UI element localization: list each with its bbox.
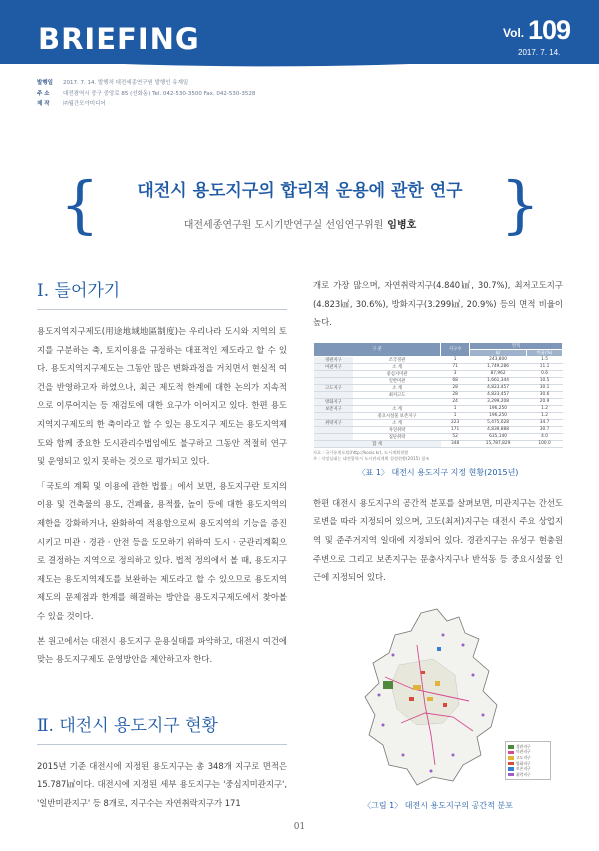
table-cell-group: 미관지구 <box>314 363 354 370</box>
table-cell-count: 3 <box>441 370 470 377</box>
table-cell-ratio: 0.6 <box>527 370 563 377</box>
table-cell-count: 1 <box>441 405 470 412</box>
author-line <box>60 216 540 231</box>
table-1 <box>313 342 563 478</box>
table-row <box>314 419 563 426</box>
table-row <box>314 356 563 363</box>
table-row <box>314 377 563 384</box>
table-cell-area: 196,250 <box>470 412 527 419</box>
table-cell-group: 취락지구 <box>314 419 354 426</box>
right-column <box>313 276 563 811</box>
table-cell-group <box>314 391 354 398</box>
table-row <box>314 405 563 412</box>
section-1-paragraph-1: 용도지역지구제도(用途地域地區制度)는 우리나라 도시와 지역의 토지를 구분하는 축, 토지이용을 규정하는 대표적인 제도라고 할 수 있다. 용도지역지구제도는 그동안 많은 변화과정을 거치면서 현실적 여건을 반영하고자 하였으나, 최근 제도적 한계에 대한 논의가 지속적으로 이루어지는 등 재검토에 대한 요구가 이어지고 있다. 한편 용도지역지구제도의 한 축이라고 할 수 있는 용도지구 제도는 용도지역제도와 함께 중요한 도시관리수법임에도 불구하고 그동안 적절히 연구 및 운영되고 있지 못하는 것으로 평가되고 있다. <box>37 326 287 467</box>
section-2-paragraph-3: 한편 대전시 용도지구의 공간적 분포를 살펴보면, 미관지구는 간선도로변을 따라 지정되어 있으며, 고도(최저)지구는 대전시 주요 상업지역 및 준주거지역 일대에 지정되어 있다. 경관지구는 유성구 현충원 주변으로 그리고 보존지구는 문충사지구나 반석동 등 중요시설물 인근에 지정되어 있다. <box>313 497 563 583</box>
table-cell-group: 경관지구 <box>314 356 354 363</box>
table-cell-subtype: 소 계 <box>353 363 440 370</box>
publication-info <box>37 78 255 110</box>
table-cell-count: 171 <box>441 426 470 433</box>
table-cell-ratio: 1.2 <box>527 405 563 412</box>
table-cell-subtype: 소 계 <box>353 419 440 426</box>
district-table <box>313 342 563 448</box>
table-row <box>314 426 563 433</box>
table-source <box>313 450 563 462</box>
vol-label: Vol. <box>503 26 525 40</box>
legend-item <box>508 772 548 778</box>
map-legend <box>505 741 551 781</box>
table-cell-area: 1,661,344 <box>470 377 527 384</box>
table-cell-group <box>314 377 354 384</box>
table-header-category: 구 분 <box>314 342 441 356</box>
table-cell-group: 고도지구 <box>314 384 354 391</box>
table-cell-subtype: 집단취락 <box>353 433 440 440</box>
table-cell-area: 15,787,829 <box>470 440 527 447</box>
table-cell-ratio: 30.6 <box>527 391 563 398</box>
table-header-count: 지구수 <box>441 342 470 356</box>
table-body <box>314 356 563 447</box>
table-cell-group: 방화지구 <box>314 398 354 405</box>
table-cell-area: 196,250 <box>470 405 527 412</box>
left-column <box>37 276 287 812</box>
pub-info-value: 대전광역시 중구 중앙로 85 (선화동) Tel. 042-530-3500 Fax. 042-530-3528 <box>63 90 256 97</box>
pub-info-row <box>37 78 255 89</box>
table-cell-area: 4,823,457 <box>470 391 527 398</box>
table-row <box>314 412 563 419</box>
legend-swatch-icon <box>508 756 514 760</box>
briefing-logo: BRIEFING <box>38 22 200 56</box>
legend-swatch-icon <box>508 767 514 771</box>
table-row <box>314 391 563 398</box>
section-2-paragraph-1: 2015년 기준 대전시에 지정된 용도지구는 총 348개 지구로 면적은 15.787㎢이다. 대전시에 지정된 세부 용도지구는 '중심지미관지구', '일반미관지구' 등 8개로, 지구수는 자연취락지구가 171 <box>37 760 287 808</box>
table-cell-subtype: 소 계 <box>353 405 440 412</box>
page-number: 01 <box>293 822 306 832</box>
left-brace-icon: { <box>60 168 100 241</box>
legend-swatch-icon <box>508 762 514 766</box>
table-cell-group <box>314 370 354 377</box>
table-cell-count: 71 <box>441 363 470 370</box>
section-rule <box>37 309 287 310</box>
table-cell-count: 348 <box>441 440 470 447</box>
author-affiliation: 대전세종연구원 도시기반연구실 선임연구위원 <box>183 220 384 231</box>
table-cell-subtype: 일반미관 <box>353 377 440 384</box>
figure-caption: 〈그림 1〉 대전시 용도지구의 공간적 분포 <box>363 800 513 810</box>
pub-info-row <box>37 89 255 100</box>
table-cell-area: 87,962 <box>470 370 527 377</box>
table-cell-ratio: 1.5 <box>527 356 563 363</box>
table-cell-area: 243,800 <box>470 356 527 363</box>
district-map <box>313 605 563 795</box>
table-header-ratio: 비율(%) <box>527 349 563 356</box>
legend-label: 방화지구 <box>516 760 531 766</box>
table-row <box>314 384 563 391</box>
section-1-heading: Ⅰ. 들어가기 <box>37 281 121 301</box>
legend-swatch-icon <box>508 751 514 755</box>
table-cell-ratio: 11.1 <box>527 363 563 370</box>
legend-swatch-icon <box>508 745 514 749</box>
table-cell-count: 28 <box>441 391 470 398</box>
table-row <box>314 433 563 440</box>
table-cell-count: 68 <box>441 377 470 384</box>
table-cell-ratio: 1.2 <box>527 412 563 419</box>
table-cell-subtype: 소 계 <box>353 384 440 391</box>
table-cell-group: 보존지구 <box>314 405 354 412</box>
pub-info-row <box>37 99 255 110</box>
table-cell-count: 52 <box>441 433 470 440</box>
table-cell-subtype: 중심지미관 <box>353 370 440 377</box>
table-cell-subtype: 조국경관 <box>353 356 440 363</box>
pub-info-value: ㈜월간모아미디어 <box>63 101 106 107</box>
issue-date: 2017. 7. 14. <box>518 48 561 57</box>
section-1-paragraph-3: 본 원고에서는 대전시 용도지구 운용실태를 파악하고, 대전시 여건에 맞는 용도지구제도 운영방안을 제안하고자 한다. <box>37 635 287 665</box>
table-row <box>314 363 563 370</box>
pub-info-key: 주 소 <box>37 90 50 97</box>
table-cell-count: 1 <box>441 356 470 363</box>
table-cell-ratio: 4.0 <box>527 433 563 440</box>
table-header-area: 면적 <box>470 342 563 349</box>
legend-label: 미관지구 <box>516 749 531 755</box>
table-cell-area: 5,475,028 <box>470 419 527 426</box>
table-cell-area: 4,823,457 <box>470 384 527 391</box>
pub-info-value: 2017. 7. 14. 발행처 대전세종연구원 발행인 유재일 <box>63 80 189 86</box>
table-note-line: 주 : 지정실태는 대전광역시 도시관리계획 결정현황(2015) 참조 <box>313 455 430 461</box>
table-total-row <box>314 440 563 447</box>
table-cell-group <box>314 412 354 419</box>
table-cell-area: 635,140 <box>470 433 527 440</box>
vol-number: 109 <box>528 15 571 45</box>
table-cell-subtype: 최저고도 <box>353 391 440 398</box>
table-cell-ratio: 30.1 <box>527 384 563 391</box>
table-cell-area: 4,839,888 <box>470 426 527 433</box>
table-header-area-km: ㎢ <box>470 349 527 356</box>
table-cell-subtype: 자연취락 <box>353 426 440 433</box>
table-cell-ratio: 100.0 <box>527 440 563 447</box>
section-1-paragraph-2: 「국토의 계획 및 이용에 관한 법률」에서 보면, 용도지구란 토지의 이용 및 건축물의 용도, 건폐율, 용적률, 높이 등에 대한 용도지역의 제한을 강화하거나, 완화하여 적용함으로써 용도지역의 기능을 증진시키고 미관 · 경관 · 안전 등을 도모하기 위하여 도시 · 군관리계획으로 결정하는 지역으로 정의하고 있다. 법적 정의에서 볼 때, 용도지구제도는 용도지역제도를 보완하는 제도라고 할 수 있으므로 용도지역제도의 문제점과 한계를 해결하는 방안을 용도지구제도에서 찾아볼 수 있을 것이다. <box>37 480 287 621</box>
table-cell-subtype <box>353 398 440 405</box>
table-cell-group <box>314 433 354 440</box>
table-cell-count: 28 <box>441 384 470 391</box>
legend-label: 취락지구 <box>516 771 531 777</box>
table-cell-group <box>314 426 354 433</box>
legend-label: 고도지구 <box>516 754 531 760</box>
section-rule <box>37 744 287 745</box>
legend-swatch-icon <box>508 773 514 777</box>
table-row <box>314 370 563 377</box>
table-cell-area: 1,749,286 <box>470 363 527 370</box>
table-cell-count: 223 <box>441 419 470 426</box>
table-cell-ratio: 30.7 <box>527 426 563 433</box>
right-brace-icon: } <box>500 168 540 241</box>
table-cell-ratio: 20.9 <box>527 398 563 405</box>
title-area <box>60 168 540 248</box>
table-cell-count: 24 <box>441 398 470 405</box>
table-cell-ratio: 34.7 <box>527 419 563 426</box>
section-2-heading: Ⅱ. 대전시 용도지구 현황 <box>37 715 218 736</box>
pub-info-key: 발행일 <box>37 80 53 86</box>
legend-label: 보존지구 <box>516 766 531 772</box>
table-row <box>314 398 563 405</box>
pub-info-key: 제 작 <box>37 101 50 107</box>
table-cell-subtype: 중요시설물 보존지구 <box>353 412 440 419</box>
table-source-line: 자료 : 국가통계포털(http://kosis.kr), 도시계획현황 <box>313 449 409 455</box>
main-title: 대전시 용도지구의 합리적 운용에 관한 연구 <box>137 181 463 201</box>
table-caption: 〈표 1〉 대전시 용도지구 지정 현황(2015년) <box>357 467 519 477</box>
legend-label: 경관지구 <box>516 743 531 749</box>
table-cell-count: 1 <box>441 412 470 419</box>
table-cell-total-label: 합 계 <box>314 440 441 447</box>
table-cell-area: 3,299,208 <box>470 398 527 405</box>
author-name: 임병호 <box>387 220 417 231</box>
section-2-paragraph-2: 개로 가장 많으며, 자연취락지구(4.840㎢, 30.7%), 최저고도지구(4.823㎢, 30.6%), 방화지구(3.299㎢, 20.9%) 등의 면적 비율이 높다. <box>313 280 563 328</box>
table-cell-ratio: 10.5 <box>527 377 563 384</box>
